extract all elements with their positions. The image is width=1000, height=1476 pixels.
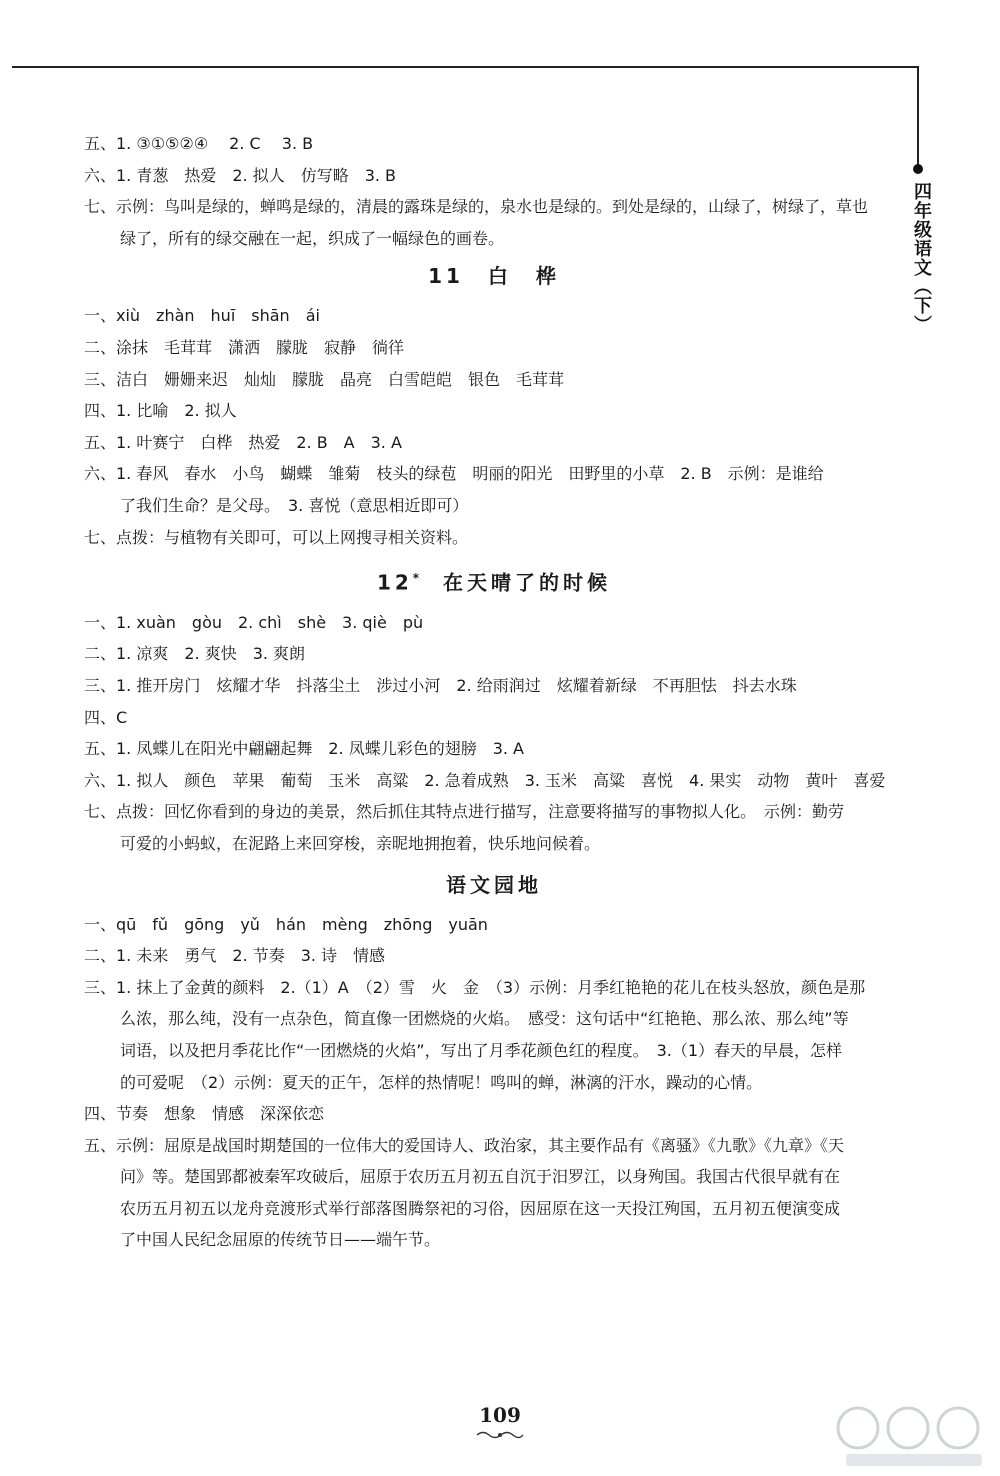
answer-line: 一、xiù zhàn huī shān ái bbox=[84, 306, 320, 326]
ornament-icon bbox=[475, 1430, 525, 1440]
answer-line: 三、洁白 姗姗来迟 灿灿 朦胧 晶亮 白雪皑皑 银色 毛茸茸 bbox=[84, 369, 565, 389]
side-title: 四年级语文（下） bbox=[911, 182, 932, 334]
answer-line: 四、C bbox=[84, 707, 128, 727]
answer-line: 问》等。楚国郢都被秦军攻破后，屈原于农历五月初五自沉于汨罗江，以身殉国。我国古代很早就有在 bbox=[120, 1167, 841, 1187]
answer-content bbox=[84, 128, 904, 1256]
answer-line: 农历五月初五以龙舟竞渡形式举行部落图腾祭祀的习俗，因屈原在这一天投江殉国，五月初五便演变成 bbox=[120, 1198, 841, 1218]
answer-line: 二、1. 未来 勇气 2. 节奏 3. 诗 情感 bbox=[84, 946, 386, 966]
answer-line: 五、示例：屈原是战国时期楚国的一位伟大的爱国诗人、政治家，其主要作品有《离骚》《九歌》《九章》《天 bbox=[84, 1135, 845, 1155]
answer-line: 么浓，那么纯，没有一点杂色，简直像一团燃烧的火焰。 感受：这句话中“红艳艳、那么浓、那么纯”等 bbox=[120, 1009, 849, 1029]
answer-line: 四、节奏 想象 情感 深深依恋 bbox=[84, 1104, 325, 1124]
answer-line: 一、1. xuàn gòu 2. chì shè 3. qiè pù bbox=[84, 612, 424, 632]
section-title-text: 语文园地 bbox=[446, 872, 542, 897]
section-title bbox=[84, 871, 904, 900]
answer-line: 的可爱呢 （2）示例：夏天的正午，怎样的热情呢！鸣叫的蝉，淋漓的汗水，躁动的心情。 bbox=[120, 1072, 763, 1092]
side-dot bbox=[913, 164, 923, 174]
answer-line: 六、1. 拟人 颜色 苹果 葡萄 玉米 高粱 2. 急着成熟 3. 玉米 高粱 喜悦 4. 果实 动物 黄叶 喜爱 bbox=[84, 770, 886, 790]
section-title bbox=[84, 564, 904, 598]
answer-line: 了中国人民纪念屈原的传统节日——端午节。 bbox=[120, 1230, 441, 1250]
header-rule bbox=[12, 66, 917, 68]
section-title-text: 11 白 桦 bbox=[428, 264, 560, 289]
section-title-text: 12 bbox=[376, 570, 413, 595]
answer-line: 七、示例：鸟叫是绿的，蝉鸣是绿的，清晨的露珠是绿的，泉水也是绿的。到处是绿的，山绿了，树绿了，草也 bbox=[84, 197, 869, 217]
watermark-logo-icon bbox=[830, 1404, 990, 1470]
section-title-rest: 在天晴了的时候 bbox=[419, 570, 612, 595]
answer-line: 一、qū fǔ gōng yǔ hán mèng zhōng yuān bbox=[84, 914, 488, 934]
answer-line: 四、1. 比喻 2. 拟人 bbox=[84, 401, 237, 421]
section-title-mark: * bbox=[412, 571, 420, 586]
page-number: 109 bbox=[479, 1403, 521, 1427]
answer-line: 七、点拨：回忆你看到的身边的美景，然后抓住其特点进行描写，注意要将描写的事物拟人化。 示例：勤劳 bbox=[84, 802, 845, 822]
answer-line: 五、1. ③①⑤②④ 2. C 3. B bbox=[84, 134, 314, 153]
answer-line: 二、1. 凉爽 2. 爽快 3. 爽朗 bbox=[84, 644, 306, 664]
answer-line: 三、1. 抹上了金黄的颜料 2.（1）A （2）雪 火 金 （3）示例：月季红艳艳的花儿在枝头怒放，颜色是那 bbox=[84, 977, 866, 997]
answer-line: 可爱的小蚂蚁，在泥路上来回穿梭，亲昵地拥抱着，快乐地问候着。 bbox=[120, 833, 601, 853]
answer-line: 三、1. 推开房门 炫耀才华 抖落尘土 涉过小河 2. 给雨润过 炫耀着新绿 不再胆怯 抖去水珠 bbox=[84, 675, 797, 695]
answer-line: 二、涂抹 毛茸茸 潇洒 朦胧 寂静 徜徉 bbox=[84, 337, 405, 357]
side-rule bbox=[917, 66, 919, 168]
answer-line: 七、点拨：与植物有关即可，可以上网搜寻相关资料。 bbox=[84, 527, 469, 547]
answer-line: 六、1. 青葱 热爱 2. 拟人 仿写略 3. B bbox=[84, 165, 397, 185]
answer-line: 绿了，所有的绿交融在一起，织成了一幅绿色的画卷。 bbox=[120, 228, 505, 248]
answer-line: 了我们生命？是父母。 3. 喜悦（意思相近即可） bbox=[120, 495, 469, 515]
answer-line: 五、1. 凤蝶儿在阳光中翩翩起舞 2. 凤蝶儿彩色的翅膀 3. A bbox=[84, 739, 525, 759]
section-title bbox=[84, 262, 904, 291]
answer-line: 词语，以及把月季花比作“一团燃烧的火焰”，写出了月季花颜色红的程度。 3.（1）春天的早晨，怎样 bbox=[120, 1040, 843, 1060]
answer-line: 五、1. 叶赛宁 白桦 热爱 2. B A 3. A bbox=[84, 432, 402, 452]
answer-line: 六、1. 春风 春水 小鸟 蝴蝶 雏菊 枝头的绿苞 明丽的阳光 田野里的小草 2. B 示例：是谁给 bbox=[84, 464, 824, 484]
